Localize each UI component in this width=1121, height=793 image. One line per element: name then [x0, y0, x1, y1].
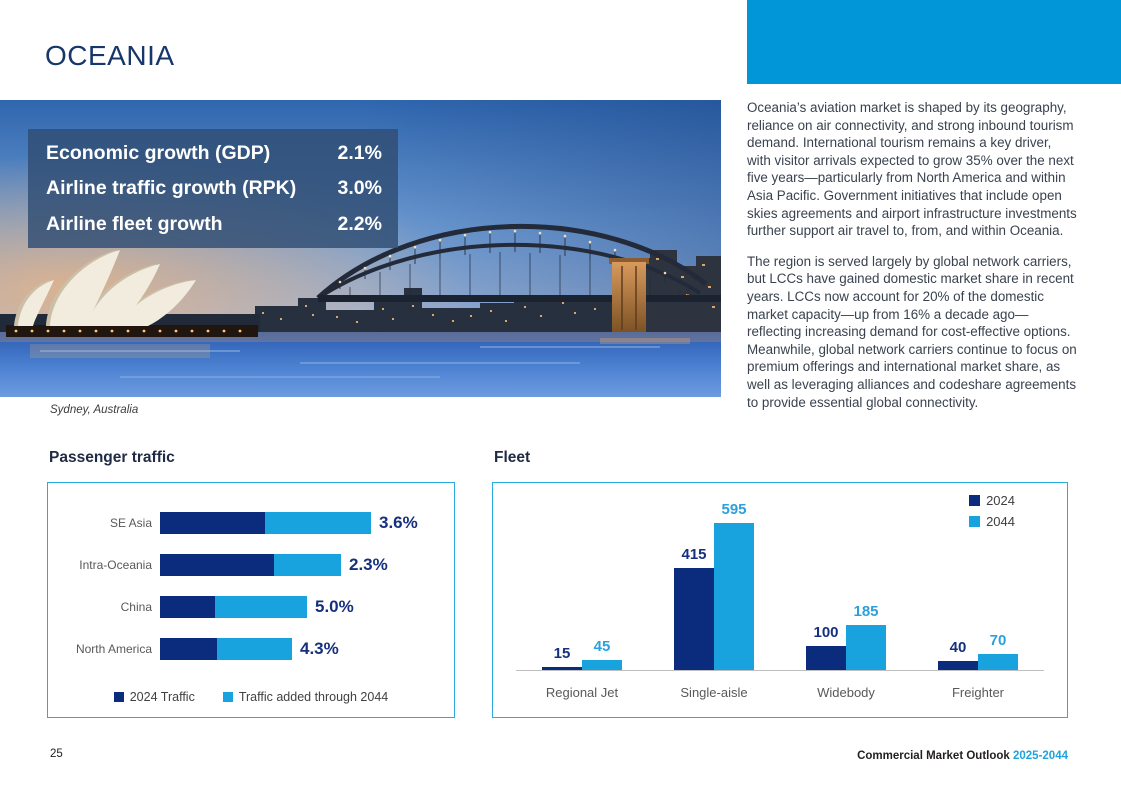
stat-row: [46, 177, 382, 200]
fleet-category-label: Regional Jet: [545, 685, 619, 700]
legend-item: [223, 690, 388, 704]
traffic-bar-added-segment: [217, 638, 292, 660]
page-number: 25: [50, 748, 63, 760]
traffic-growth-label: 2.3%: [349, 555, 388, 574]
legend-label: 2024 Traffic: [129, 690, 195, 704]
stat-row: [46, 142, 382, 165]
legend-item: [114, 690, 195, 704]
traffic-bar-2024-segment: [160, 638, 217, 660]
traffic-row: [48, 638, 454, 660]
fleet-group: [516, 483, 648, 717]
fleet-bar-pair: [806, 603, 886, 671]
legend-swatch-2024-icon: [969, 495, 980, 506]
traffic-row: [48, 554, 454, 576]
traffic-row: [48, 512, 454, 534]
stat-label: Economic growth (GDP): [46, 141, 271, 164]
legend-swatch-2044-icon: [969, 516, 980, 527]
fleet-bar-pair: [674, 501, 754, 671]
traffic-bar-added-segment: [265, 512, 371, 534]
paragraph: Oceania’s aviation market is shaped by its geography, reliance on air connectivity, and strong inbound tourism demand. International tourism remains a key driver, with visitor arrivals expected to grow 35% over the next five years—particularly from North America and within Asia Pacific. Government initiatives that include open skies agreements and airport infrastructure investments further support air travel to, from, and within Oceania.: [747, 100, 1077, 239]
fleet-bar-2044: [978, 632, 1018, 671]
page-title: OCEANIA: [45, 40, 175, 71]
footer-title: [857, 750, 1068, 762]
paragraph: The region is served largely by global network carriers, but LCCs have gained domestic market share in recent years. LCCs now account for 20% of the domestic market capacity—up from 16% a decade ago—reflecting increasing demand for cost-effective options. Meanwhile, global network carriers continue to focus on premium offerings and international market share, as well as leveraging alliances and codeshare agreements to provide essential global connectivity.: [747, 253, 1077, 410]
fleet-bar-2024: [674, 546, 714, 671]
fleet-value-label: 595: [721, 501, 747, 518]
fleet-value-label: 100: [813, 624, 839, 641]
photo-caption: Sydney, Australia: [50, 404, 139, 416]
fleet-value-label: 15: [553, 645, 571, 662]
traffic-bar-2024-segment: [160, 554, 274, 576]
traffic-category-label: SE Asia: [109, 516, 152, 530]
fleet-plot: [516, 483, 1044, 717]
traffic-category-label: Intra-Oceania: [79, 558, 152, 572]
body-text-column: [747, 99, 1077, 424]
passenger-traffic-heading: Passenger traffic: [49, 449, 175, 466]
fleet-bar-pair: [938, 632, 1018, 671]
fleet-x-axis: [516, 670, 1044, 671]
legend-label: 2044: [986, 514, 1015, 529]
footer-brand: Commercial Market Outlook: [857, 750, 1013, 762]
fleet-bar-2044: [846, 603, 886, 671]
fleet-value-label: 185: [853, 603, 879, 620]
fleet-bar-2024: [806, 624, 846, 671]
fleet-legend: [969, 493, 1015, 529]
traffic-category-label: China: [120, 600, 152, 614]
fleet-value-label: 415: [681, 546, 707, 563]
fleet-category-label: Freighter: [951, 685, 1005, 700]
legend-label: 2024: [986, 493, 1015, 508]
traffic-rows: [48, 512, 454, 660]
fleet-value-label: 40: [949, 639, 967, 656]
traffic-bar: [160, 596, 307, 618]
stat-label: Airline fleet growth: [46, 212, 223, 235]
traffic-legend: [48, 690, 454, 704]
fleet-bar-2044: [714, 501, 754, 671]
growth-stats-panel: [28, 129, 398, 248]
fleet-group: [648, 483, 780, 717]
traffic-category-label: North America: [75, 642, 152, 656]
stat-value: 2.1%: [337, 141, 382, 164]
traffic-row: [48, 596, 454, 618]
fleet-heading: Fleet: [494, 449, 531, 466]
accent-color-block: [747, 0, 1121, 84]
fleet-category-label: Widebody: [817, 685, 875, 700]
passenger-traffic-chart: [47, 482, 455, 718]
footer-years: 2025-2044: [1013, 750, 1068, 762]
traffic-bar-added-segment: [215, 596, 307, 618]
legend-item: [969, 514, 1015, 529]
fleet-value-label: 70: [989, 632, 1007, 649]
fleet-value-label: 45: [593, 638, 611, 655]
legend-item: [969, 493, 1015, 508]
traffic-growth-label: 4.3%: [300, 639, 339, 658]
traffic-bar-added-segment: [274, 554, 341, 576]
stat-row: [46, 213, 382, 236]
water: [0, 332, 721, 397]
legend-label: Traffic added through 2044: [238, 690, 389, 704]
traffic-bar-2024-segment: [160, 512, 265, 534]
fleet-group: [780, 483, 912, 717]
traffic-growth-label: 5.0%: [315, 597, 354, 616]
legend-swatch-2024-icon: [114, 692, 124, 702]
traffic-bar: [160, 512, 371, 534]
stat-label: Airline traffic growth (RPK): [46, 177, 297, 199]
stat-value: 3.0%: [337, 177, 382, 199]
traffic-bar: [160, 638, 292, 660]
traffic-growth-label: 3.6%: [379, 513, 418, 532]
stat-value: 2.2%: [337, 212, 382, 235]
fleet-category-label: Single-aisle: [680, 685, 748, 700]
fleet-chart: [492, 482, 1068, 718]
legend-swatch-2044-icon: [223, 692, 233, 702]
traffic-bar: [160, 554, 341, 576]
traffic-bar-2024-segment: [160, 596, 215, 618]
